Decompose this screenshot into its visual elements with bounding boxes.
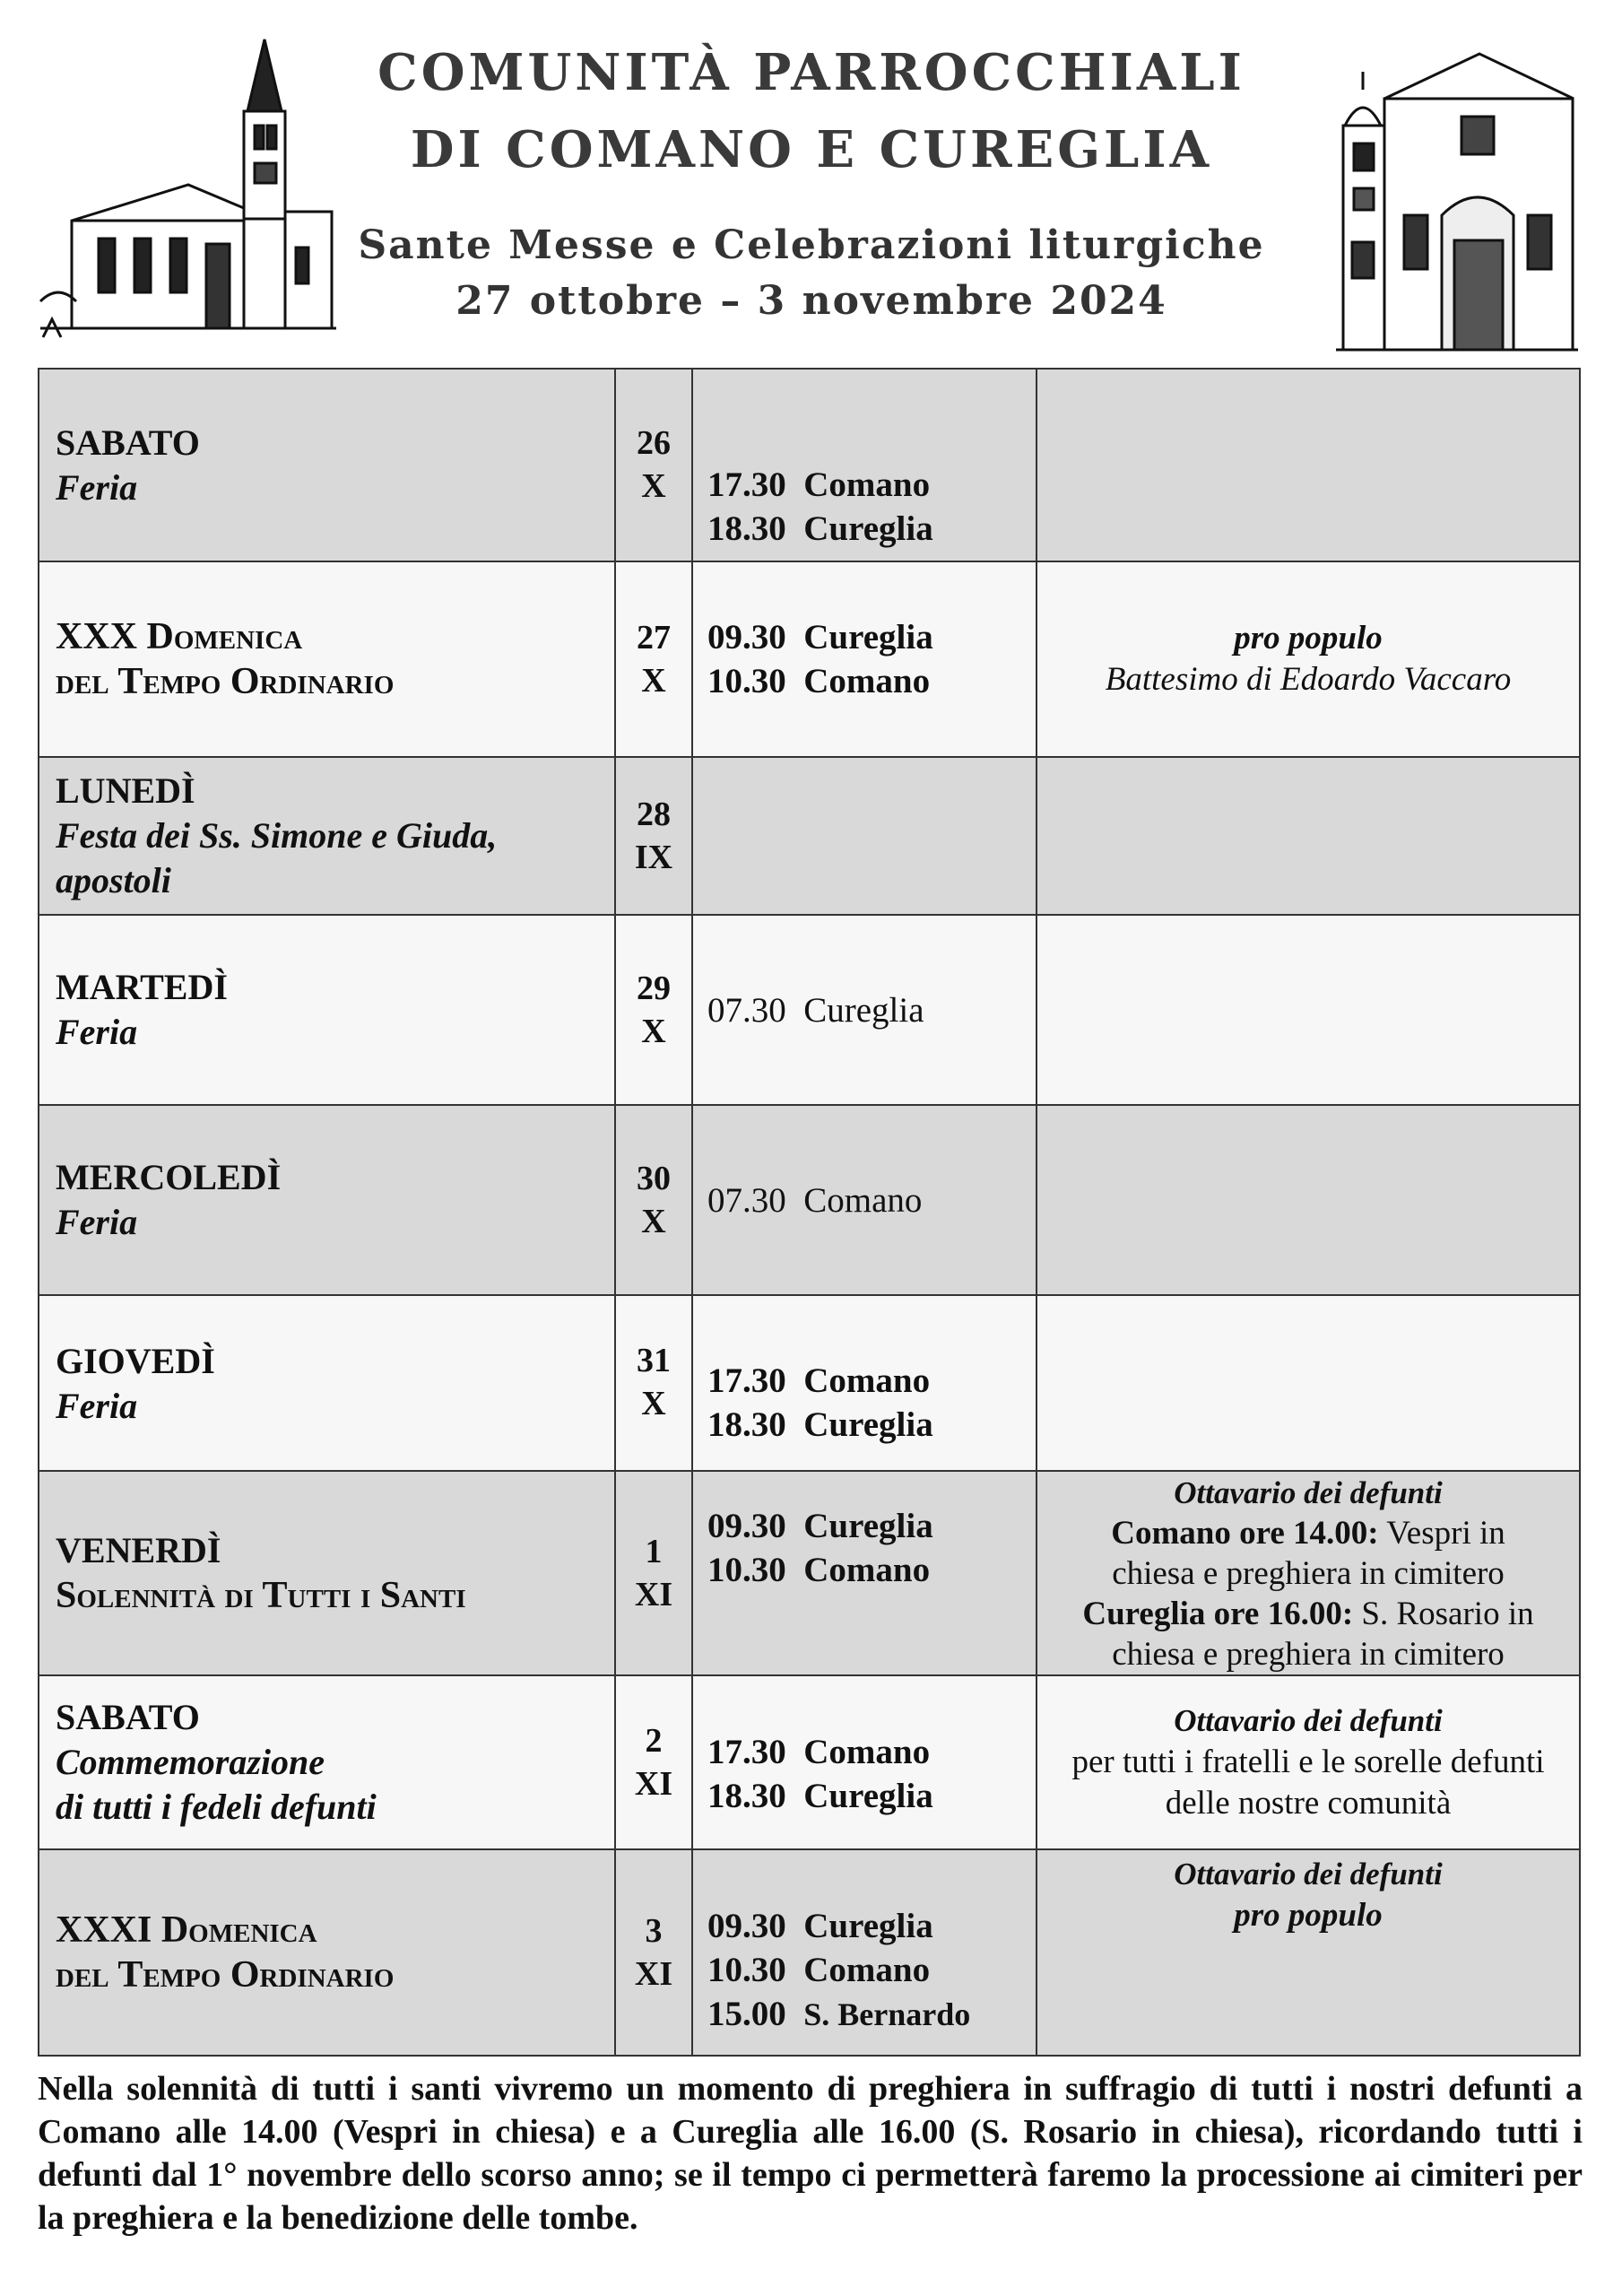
day-cell (39, 1675, 615, 1849)
note-title: Ottavario dei defunti (1174, 1857, 1443, 1892)
note-cell (1037, 1675, 1580, 1849)
day-description: Feria (56, 466, 138, 508)
day-name: XXX Domenica (56, 616, 303, 657)
mass-time: 17.30 Comano (707, 1733, 931, 1771)
note-text: Vespri in (1378, 1514, 1505, 1552)
day-name: LUNEDÌ (56, 770, 195, 811)
table-row (39, 1295, 1580, 1471)
day-description: del Tempo Ordinario (56, 661, 395, 702)
note-bold: Cureglia ore 16.00: (1082, 1595, 1354, 1632)
date-cell (615, 1849, 692, 2056)
note-cell (1037, 1295, 1580, 1471)
mass-time: 18.30 Cureglia (707, 1777, 933, 1815)
time-cell (692, 1675, 1037, 1849)
subtitle: Sante Messe e Celebrazioni liturgiche (358, 222, 1265, 268)
note-line: chiesa e preghiera in cimitero (1112, 1554, 1505, 1592)
time-cell (692, 757, 1037, 915)
title-line-2: DI COMANO E CUREGLIA (410, 120, 1213, 179)
note-line: per tutti i fratelli e le sorelle defunti (1071, 1744, 1545, 1780)
day-description: Feria (56, 1012, 138, 1052)
mass-time: 09.30 Cureglia (707, 618, 933, 657)
date-number: 30 (637, 1160, 671, 1197)
day-name: MARTEDÌ (56, 967, 228, 1007)
day-name: SABATO (56, 1697, 200, 1737)
mass-time: 17.30 Comano (707, 1361, 931, 1400)
date-number: 28 (637, 796, 671, 833)
day-cell (39, 1295, 615, 1471)
time-cell (692, 915, 1037, 1105)
date-month: XI (634, 1765, 673, 1803)
table-row (39, 1105, 1580, 1295)
note-line (1046, 1513, 1570, 1553)
note-cell (1037, 1105, 1580, 1295)
day-name: XXXI Domenica (56, 1909, 317, 1951)
mass-time: 18.30 Cureglia (707, 509, 933, 548)
note-line: pro populo (1234, 620, 1383, 657)
mass-hour: 15.00 (707, 1995, 804, 2033)
date-cell (615, 369, 692, 561)
date-number: 29 (637, 970, 671, 1007)
note-line: Battesimo di Edoardo Vaccaro (1105, 661, 1512, 698)
table-row (39, 561, 1580, 757)
mass-time: 07.30 Comano (707, 1180, 923, 1220)
day-description: Solennità di Tutti i Santi (56, 1575, 466, 1616)
mass-time: 10.30 Comano (707, 1951, 931, 1989)
mass-time: 10.30 Comano (707, 1551, 931, 1589)
note-cell (1037, 1471, 1580, 1675)
note-line: chiesa e preghiera in cimitero (1112, 1635, 1505, 1673)
table-row (39, 757, 1580, 915)
time-cell (692, 1849, 1037, 2056)
day-cell (39, 1849, 615, 2056)
schedule-table (38, 368, 1581, 2057)
date-number: 26 (637, 424, 671, 462)
time-cell (692, 561, 1037, 757)
date-number: 2 (645, 1722, 663, 1760)
day-cell (39, 1105, 615, 1295)
table-row (39, 1675, 1580, 1849)
table-row (39, 1471, 1580, 1675)
date-range: 27 ottobre – 3 novembre 2024 (455, 278, 1167, 324)
mass-time: 07.30 Cureglia (707, 990, 924, 1030)
day-description: Feria (56, 1202, 138, 1242)
note-bold: Comano ore 14.00: (1111, 1514, 1379, 1552)
day-description: di tutti i fedeli defunti (56, 1787, 377, 1827)
church-cureglia-illustration (1336, 45, 1578, 354)
day-cell (39, 561, 615, 757)
mass-location: S. Bernardo (803, 1996, 971, 2032)
date-number: 27 (637, 619, 671, 657)
note-cell (1037, 561, 1580, 757)
date-month: X (641, 1203, 666, 1240)
day-description: Festa dei Ss. Simone e Giuda, (56, 815, 498, 856)
date-month: IX (634, 839, 673, 876)
date-month: X (641, 1385, 666, 1422)
day-description: del Tempo Ordinario (56, 1954, 395, 1996)
note-cell (1037, 1849, 1580, 2056)
date-cell (615, 1675, 692, 1849)
date-cell (615, 915, 692, 1105)
note-cell (1037, 915, 1580, 1105)
mass-time (707, 1992, 1036, 2037)
time-cell (692, 1471, 1037, 1675)
note-line (1046, 1594, 1570, 1634)
date-number: 3 (645, 1912, 663, 1950)
note-title: Ottavario dei defunti (1174, 1703, 1443, 1738)
note-cell (1037, 369, 1580, 561)
day-name: SABATO (56, 422, 200, 463)
date-month: X (641, 467, 666, 505)
day-description: apostoli (56, 860, 171, 900)
time-cell (692, 1295, 1037, 1471)
date-month: X (641, 1013, 666, 1050)
day-cell (39, 369, 615, 561)
mass-time: 09.30 Cureglia (707, 1507, 933, 1545)
note-line: delle nostre comunità (1165, 1785, 1452, 1822)
date-cell (615, 561, 692, 757)
mass-time: 09.30 Cureglia (707, 1907, 933, 1945)
date-month: X (641, 662, 666, 700)
note-title: Ottavario dei defunti (1174, 1474, 1443, 1510)
date-cell (615, 1105, 692, 1295)
day-description: Commemorazione (56, 1742, 325, 1782)
date-month: XI (634, 1955, 673, 1993)
mass-time: 17.30 Comano (707, 465, 931, 504)
footer-note: Nella solennità di tutti i santi vivremo un momento di preghiera in suffragio di tutti i nostri defunti a Comano alle 14.00 (Vespri in chiesa) e a Cureglia alle 16.00 (S. Rosario in chiesa), ricordando tutti i defunti dal 1° novembre dello scorso anno; se il tempo ci permetterà faremo la processione ai cimiteri per la preghiera e la benedizione delle tombe. (38, 2070, 1583, 2237)
date-number: 31 (637, 1342, 671, 1379)
date-cell (615, 1471, 692, 1675)
day-description: Feria (56, 1386, 138, 1426)
note-line: pro populo (1234, 1897, 1383, 1934)
day-cell (39, 757, 615, 915)
day-name: GIOVEDÌ (56, 1341, 215, 1381)
time-cell (692, 1105, 1037, 1295)
title-line-1: COMUNITÀ PARROCCHIALI (377, 43, 1245, 102)
date-number: 1 (645, 1533, 663, 1570)
table-row (39, 1849, 1580, 2056)
note-text: S. Rosario in (1353, 1595, 1534, 1632)
day-cell (39, 1471, 615, 1675)
date-cell (615, 757, 692, 915)
time-cell (692, 369, 1037, 561)
table-row (39, 915, 1580, 1105)
day-name: VENERDÌ (56, 1530, 221, 1570)
note-cell (1037, 757, 1580, 915)
mass-time: 10.30 Comano (707, 662, 931, 700)
day-cell (39, 915, 615, 1105)
date-cell (615, 1295, 692, 1471)
day-name: MERCOLEDÌ (56, 1157, 282, 1197)
date-month: XI (634, 1576, 673, 1613)
mass-time: 18.30 Cureglia (707, 1405, 933, 1444)
table-row (39, 369, 1580, 561)
